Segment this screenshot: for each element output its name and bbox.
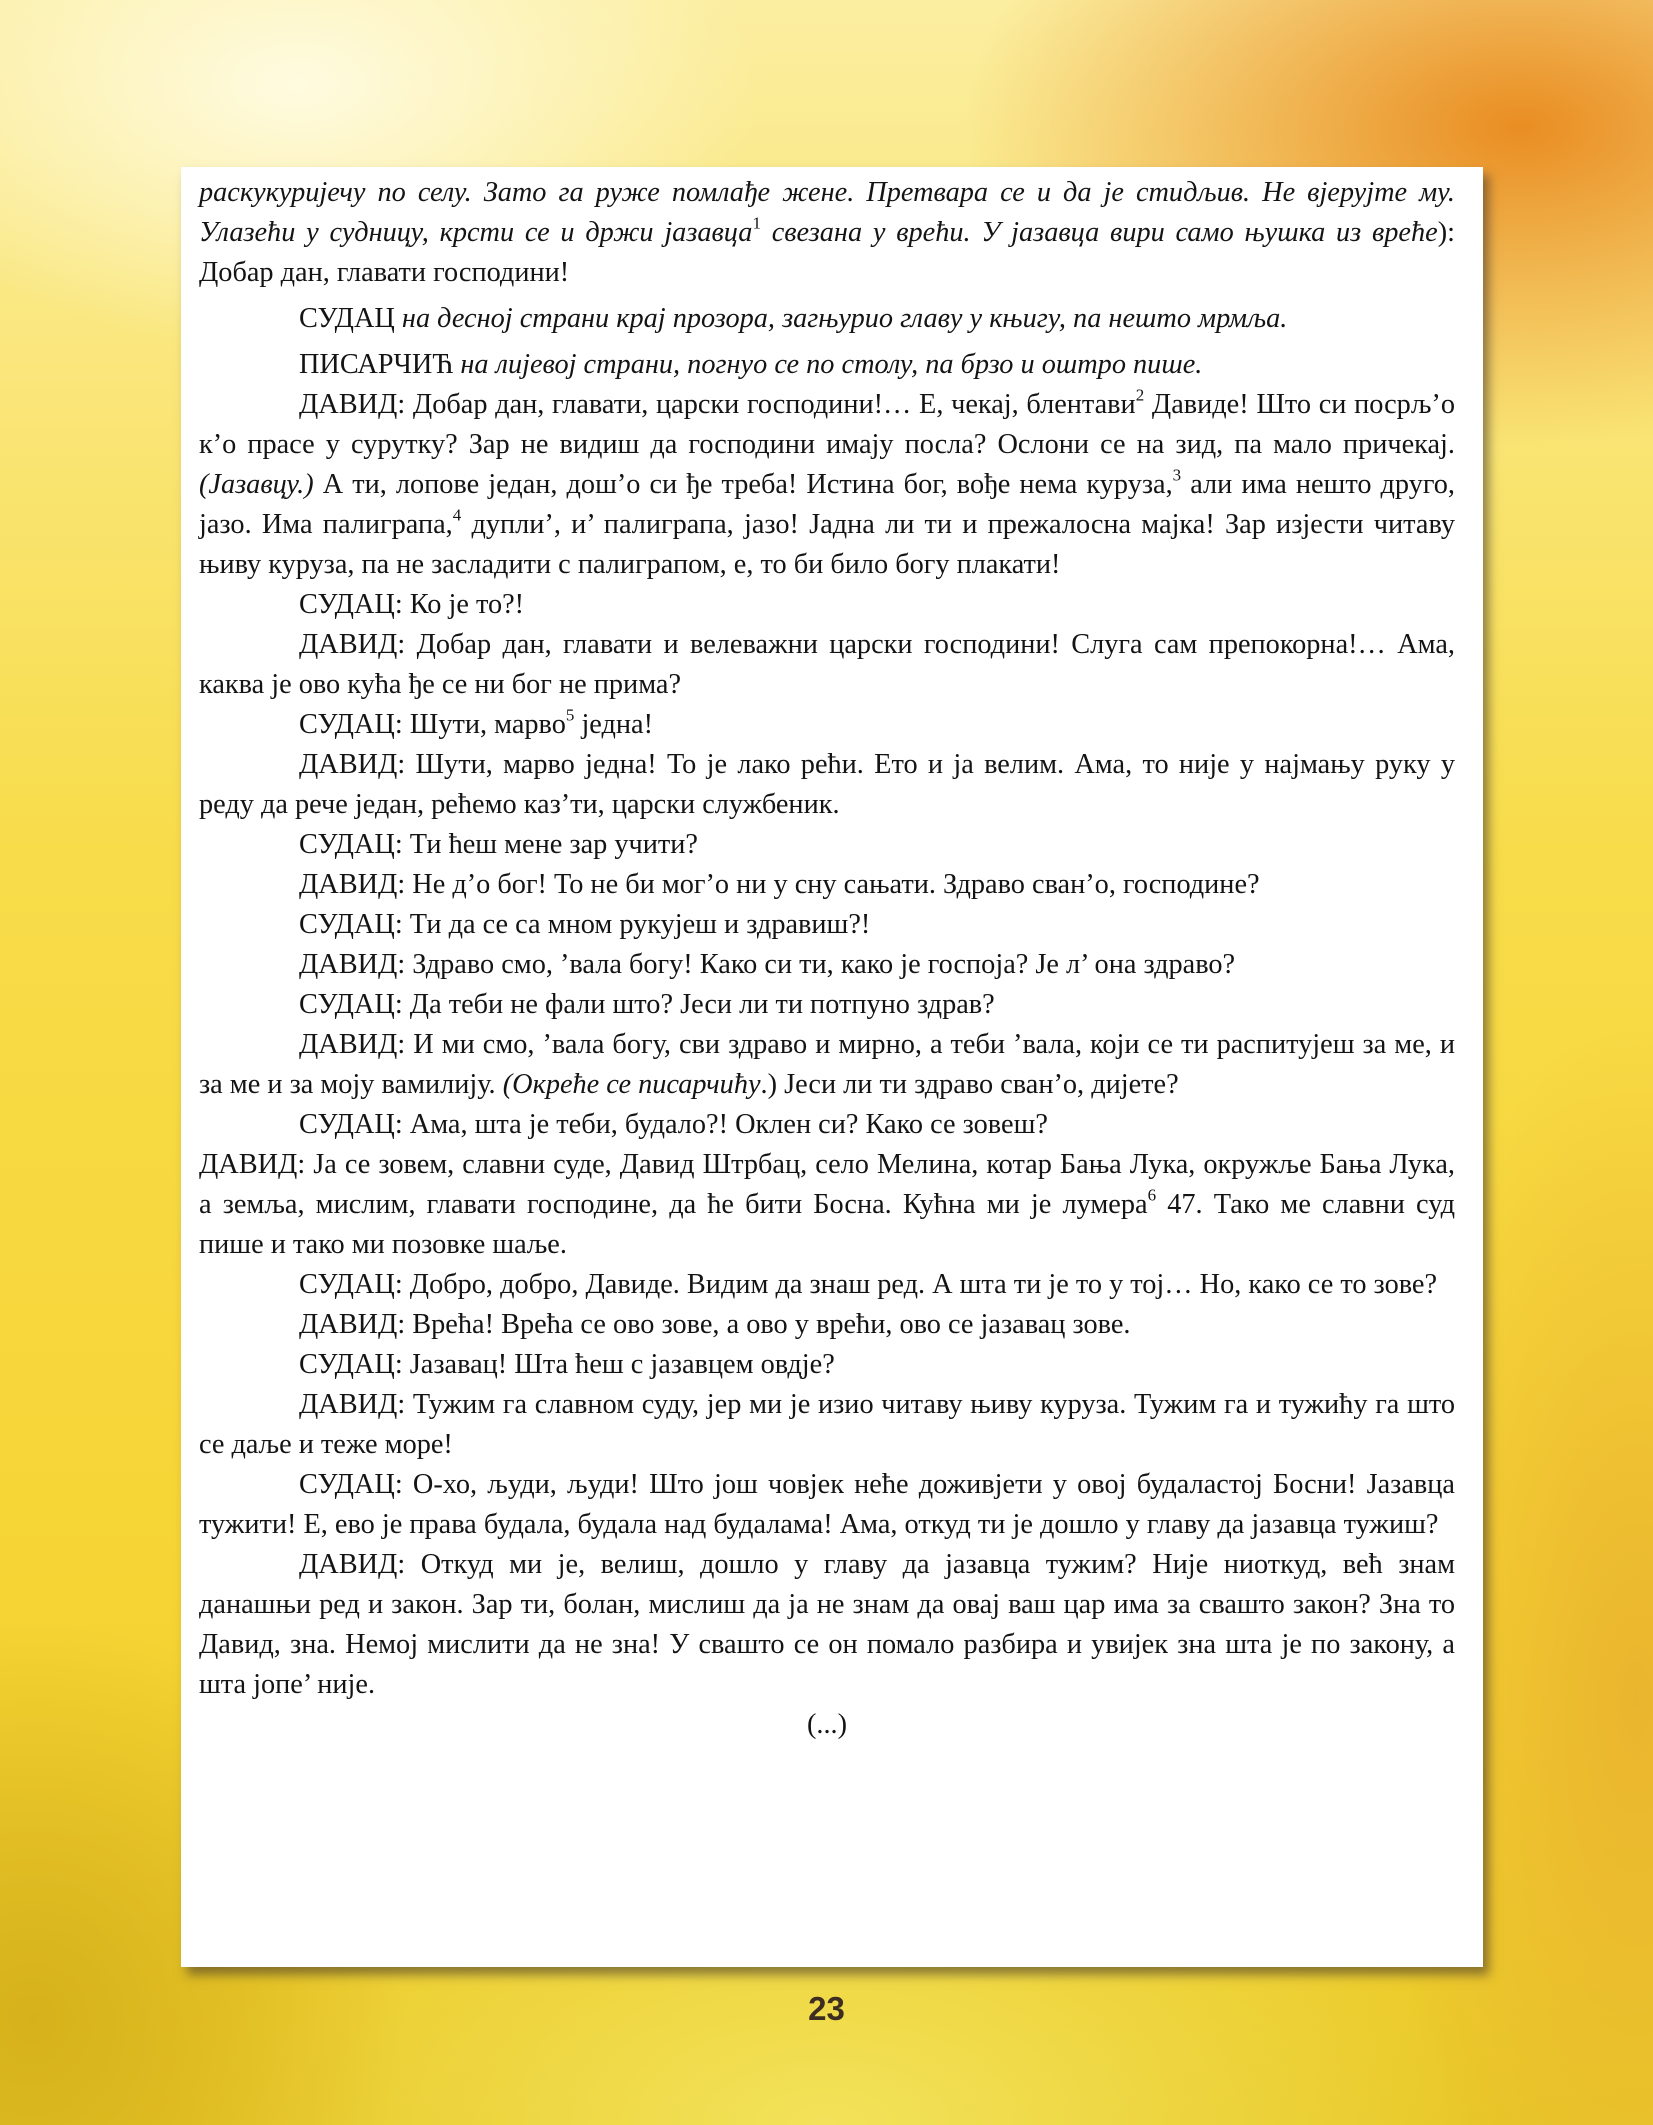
- text-run: СУДАЦ: Да теби не фали што? Јеси ли ти потпуно здрав?: [299, 989, 995, 1020]
- footnote-marker: 6: [1147, 1185, 1157, 1205]
- text-run: СУДАЦ: Ко је то?!: [299, 589, 525, 620]
- text-run: ПИСАРЧИЋ: [299, 349, 461, 380]
- paragraph: [199, 1345, 1455, 1385]
- paragraph: [199, 705, 1455, 745]
- text-run: (Јазавцу.): [199, 469, 314, 500]
- text-run: 47. Тако ме славни суд пише и тако ми позовке шаље.: [199, 1189, 1455, 1260]
- text-run: на лијевој страни, погнуо се по столу, па брзо и оштро пише.: [460, 349, 1203, 380]
- paragraph: [199, 625, 1455, 705]
- paragraph: [199, 985, 1455, 1025]
- paragraph: [199, 1025, 1455, 1105]
- paragraph: [199, 1265, 1455, 1305]
- text-run: (...): [806, 1709, 848, 1740]
- text-run: СУДАЦ: Ти да се са мном рукујеш и здравиш?!: [299, 909, 871, 940]
- text-run: ДАВИД: И ми смо, ’вала богу, сви здраво и мирно, а теби ’вала, који се ти распитујеш за ме, и за ме и за моју вамилију.: [199, 1029, 1455, 1100]
- text-run: ДАВИД: Тужим га славном суду, јер ми је изио читаву њиву куруза. Тужим га и тужићу га што се даље и теже море!: [199, 1389, 1455, 1460]
- text-run: ДАВИД: Здраво смо, ’вала богу! Како си ти, како је госпоја? Је л’ она здраво?: [299, 949, 1236, 980]
- text-run: (Окреће се писарчићу: [502, 1069, 761, 1100]
- paragraph: [199, 345, 1455, 385]
- paragraph: [199, 1705, 1455, 1745]
- paragraph: [199, 865, 1455, 905]
- text-run: ): Добар дан, главати господини!: [199, 217, 1455, 288]
- text-run: СУДАЦ: Ама, шта је теби, будало?! Оклен си? Како се зовеш?: [299, 1109, 1048, 1140]
- paragraph: [199, 1145, 1455, 1265]
- paragraph: [199, 385, 1455, 585]
- text-run: раскукуријечу по селу. Зато га руже помлађе жене. Претвара се и да је стидљив. Не вјерујте му. Улазећи у судницу, крсти се и држи јазавца: [199, 177, 1455, 248]
- text-run: ДАВИД: Откуд ми је, велиш, дошло у главу да јазавца тужим? Није ниоткуд, већ знам данашњи ред и закон. Зар ти, болан, мислиш да ја не знам да овај ваш цар има за свашто закон? Зна то Давид, зна. Немој мислити да не зна! У свашто се он помало разбира и увијек зна шта је по закону, а шта јопе’ није.: [199, 1549, 1455, 1700]
- text-run: на десној страни крај прозора, загњурио главу у књигу, па нешто мрмља.: [401, 303, 1288, 334]
- footnote-marker: 1: [752, 213, 761, 233]
- paragraph: [199, 1105, 1455, 1145]
- paragraph: [199, 745, 1455, 825]
- text-run: А ти, лопове један, дош’о си ђе треба! Истина бог, вође нема куруза,: [313, 469, 1173, 500]
- text-run: ДАВИД: Врећа! Врећа се ово зове, а ово у врећи, ово се јазавац зове.: [299, 1309, 1131, 1340]
- page-number: 23: [808, 1990, 845, 2027]
- text-run: ДАВИД: Не д’о бог! То не би мог’о ни у сну сањати. Здраво сван’о, господине?: [299, 869, 1260, 900]
- text-run: ДАВИД: Ја се зовем, славни суде, Давид Штрбац, село Мелина, котар Бања Лука, окружље Бања Лука, а земља, мислим, главати господине, да ће бити Босна. Кућна ми је лумера: [199, 1149, 1455, 1220]
- paragraph: [199, 945, 1455, 985]
- paragraph: [199, 299, 1455, 339]
- text-run: СУДАЦ: Шути, марво: [299, 709, 566, 740]
- text-run: .) Јеси ли ти здраво сван’о, дијете?: [760, 1069, 1179, 1100]
- text-run: СУДАЦ: [299, 303, 402, 334]
- text-run: СУДАЦ: Ти ћеш мене зар учити?: [299, 829, 698, 860]
- paragraph: [199, 1385, 1455, 1465]
- text-run: Давиде! Што си посрљ’о к’о прасе у сурутку? Зар не видиш да господини имају посла? Ослони се на зид, па мало причекај.: [199, 389, 1455, 460]
- text-run: дупли’, и’ палиграпа, јазо! Јадна ли ти и прежалосна мајка! Зар изјести читаву њиву куруза, па не засладити с палиграпом, е, то би било богу плакати!: [199, 509, 1455, 580]
- text-run: ДАВИД: Шути, марво једна! То је лако рећи. Ето и ја велим. Ама, то није у најмању руку у реду да рече један, рећемо каз’ти, царски службеник.: [199, 749, 1455, 820]
- footnote-marker: 4: [452, 505, 462, 525]
- text-run: свезана у врећи. У јазавца вири само њушка из вреће: [760, 217, 1438, 248]
- paragraph: [199, 1545, 1455, 1705]
- paragraph: [199, 905, 1455, 945]
- paragraph: [199, 1465, 1455, 1545]
- footnote-marker: 2: [1135, 385, 1145, 405]
- play-text: [199, 173, 1455, 1745]
- paragraph: [199, 585, 1455, 625]
- paragraph: [199, 825, 1455, 865]
- paragraph: [199, 1305, 1455, 1345]
- text-run: СУДАЦ: Добро, добро, Давиде. Видим да знаш ред. А шта ти је то у тој… Но, како се то зове?: [299, 1269, 1438, 1300]
- text-run: СУДАЦ: Јазавац! Шта ћеш с јазавцем овдје?: [299, 1349, 835, 1380]
- text-run: СУДАЦ: О-хо, људи, људи! Што још човјек неће доживјети у овој будаластој Босни! Јазавца тужити! Е, ево је права будала, будала над будалама! Ама, откуд ти је дошло у главу да јазавца тужиш?: [199, 1469, 1455, 1540]
- text-run: једна!: [574, 709, 654, 740]
- footnote-marker: 5: [565, 705, 575, 725]
- text-run: ДАВИД: Добар дан, главати, царски господини!… Е, чекај, блентави: [299, 389, 1136, 420]
- paragraph: [199, 173, 1455, 293]
- text-run: али има нешто друго, јазо. Има палиграпа,: [199, 469, 1455, 540]
- text-run: ДАВИД: Добар дан, главати и велеважни царски господини! Слуга сам препокорна!… Ама, каква је ово кућа ђе се ни бог не прима?: [199, 629, 1455, 700]
- footnote-marker: 3: [1172, 465, 1182, 485]
